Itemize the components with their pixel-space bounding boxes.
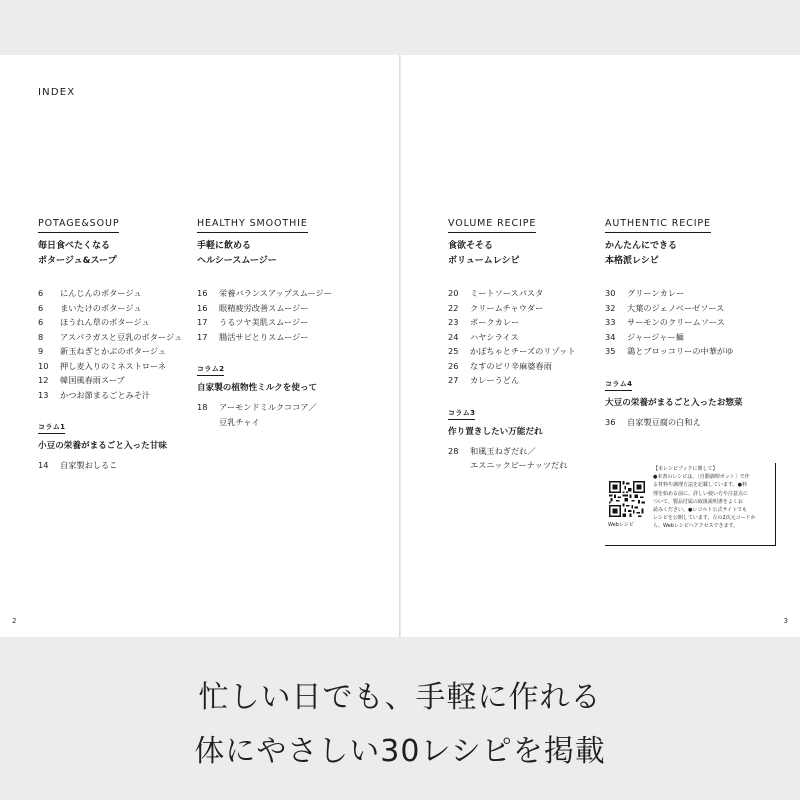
recipe-item (38, 315, 208, 330)
column-title: 自家製の植物性ミルクを使って (197, 383, 318, 393)
recipe-item (448, 458, 618, 473)
recipe-name: 豆乳チャイ (219, 416, 260, 427)
page-ref: 13 (38, 389, 49, 400)
section-title (448, 239, 618, 269)
page-ref: 35 (605, 346, 616, 356)
section-title-line: 毎日食べたくなる (38, 241, 111, 251)
section-authentic-recipe (605, 211, 775, 429)
page-ref: 17 (197, 331, 208, 342)
section-title-line: 手軽に飲める (197, 241, 252, 251)
note-line: ●本書のレシピは、［自動調理ポット］で作 (653, 474, 750, 481)
section-heading: VOLUME RECIPE (448, 218, 536, 233)
note-line: 読みください。●レコルト公式サイトでも (653, 507, 748, 514)
column-label: コラム1 (38, 422, 65, 434)
recipe-item (448, 330, 618, 345)
recipe-name: 新玉ねぎとかぶのポタージュ (60, 346, 167, 356)
recipe-list (605, 415, 775, 430)
page-ref: 36 (605, 416, 616, 427)
note-line: ついて、製品付属の取扱説明書をよくお (653, 498, 743, 505)
page-ref: 8 (38, 331, 44, 342)
page-ref: 6 (38, 288, 44, 298)
right-page (401, 55, 800, 637)
recipe-name: 栄養バランスアップスムージー (219, 288, 332, 298)
column-block (448, 400, 618, 473)
recipe-item (605, 301, 775, 316)
recipe-name: 押し麦入りのミネストローネ (60, 360, 167, 371)
recipe-item (197, 286, 367, 301)
recipe-name: アーモンドミルクココア／ (219, 402, 317, 412)
section-heading: AUTHENTIC RECIPE (605, 218, 711, 233)
recipe-name: クリームチャウダー (470, 302, 544, 313)
recipe-item (197, 315, 367, 330)
recipe-name: サーモンのクリームソース (627, 317, 725, 327)
page-ref: 12 (38, 375, 49, 385)
page-ref: 23 (448, 317, 459, 327)
recipe-name: 大葉のジェノベーゼソース (627, 302, 725, 313)
note-text (653, 465, 771, 531)
note-line: ら、Webレシピへアクセスできます。 (653, 523, 739, 530)
web-recipe-note (605, 463, 776, 546)
recipe-name: にんじんのポタージュ (60, 288, 142, 298)
recipe-list (605, 286, 775, 359)
recipe-item (448, 344, 618, 359)
section-title-line: ポタージュ&スープ (38, 256, 117, 266)
qr-code-icon[interactable] (609, 481, 645, 517)
page-ref: 18 (197, 402, 208, 412)
section-title (38, 239, 208, 269)
recipe-list (197, 400, 367, 429)
recipe-item (38, 388, 208, 403)
section-heading: HEALTHY SMOOTHIE (197, 218, 308, 233)
section-volume-recipe (448, 211, 618, 473)
recipe-name: 韓国風春雨スープ (60, 375, 125, 385)
page-ref: 9 (38, 346, 44, 356)
recipe-item (38, 286, 208, 301)
column-block (197, 356, 367, 429)
left-page (0, 55, 399, 637)
recipe-item (448, 315, 618, 330)
recipe-name: 腸活サビとりスムージー (219, 331, 309, 342)
recipe-name: 和風玉ねぎだれ／ (470, 445, 536, 456)
recipe-item (197, 400, 367, 415)
recipe-item (605, 344, 775, 359)
recipe-item (197, 301, 367, 316)
recipe-name: 眼精疲労改善スムージー (219, 302, 309, 313)
recipe-item (605, 415, 775, 430)
caption-line-2: 体にやさしい30レシピを掲載 (194, 734, 606, 769)
note-line: レシピを公開しています。左の2次元コードか (653, 515, 756, 522)
page-ref: 27 (448, 375, 459, 385)
recipe-list (448, 444, 618, 473)
recipe-item (38, 373, 208, 388)
section-title-line: 食欲そそる (448, 241, 494, 251)
recipe-name: グリーンカレー (627, 288, 685, 298)
page-ref: 20 (448, 288, 459, 298)
section-healthy-smoothie (197, 211, 367, 429)
recipe-item (448, 373, 618, 388)
recipe-item (448, 359, 618, 374)
page-ref: 24 (448, 331, 459, 342)
recipe-list (38, 458, 208, 473)
recipe-name: ジャージャー麺 (627, 331, 684, 342)
section-title-line: かんたんにできる (605, 241, 678, 251)
recipe-name: カレーうどん (470, 375, 520, 385)
recipe-item (605, 315, 775, 330)
note-line: 【本レシピブックに関して】 (653, 466, 718, 472)
page-ref: 34 (605, 331, 616, 342)
page-ref: 16 (197, 302, 208, 313)
recipe-name: ポークカレー (470, 317, 520, 327)
page-ref: 10 (38, 360, 49, 371)
section-potage-soup (38, 211, 208, 473)
section-title-line: ボリュームレシピ (448, 256, 520, 266)
recipe-name: 自家製豆腐の白和え (627, 416, 701, 427)
column-block (605, 371, 775, 430)
page-ref (197, 415, 219, 430)
recipe-item (38, 330, 208, 345)
recipe-item (448, 286, 618, 301)
recipe-name: なすのピリ辛麻婆春雨 (470, 360, 552, 371)
column-label: コラム4 (605, 379, 632, 391)
page-ref: 14 (38, 460, 49, 470)
page-ref: 26 (448, 360, 459, 371)
recipe-item (38, 344, 208, 359)
recipe-item (605, 330, 775, 345)
note-line: 理を始める前に、詳しい使い方や注意点に (653, 490, 749, 497)
recipe-item (38, 301, 208, 316)
recipe-item (605, 286, 775, 301)
recipe-name: ハヤシライス (470, 331, 519, 342)
qr-label: Webレシピ (608, 522, 634, 528)
page-number: 2 (12, 617, 17, 625)
index-label: INDEX (38, 87, 76, 98)
page-ref (448, 458, 470, 473)
recipe-name: 自家製おしるこ (60, 460, 118, 470)
recipe-name: 鶏とブロッコリーの中華がゆ (627, 346, 734, 356)
recipe-name: アスパラガスと豆乳のポタージュ (60, 331, 183, 342)
recipe-list (197, 286, 367, 344)
page-ref: 25 (448, 346, 459, 356)
section-title (197, 239, 367, 269)
section-title-line: ヘルシースムージー (197, 256, 277, 266)
recipe-name: うるツヤ美肌スムージー (219, 317, 309, 327)
recipe-list (448, 286, 618, 388)
page-number: 3 (783, 617, 788, 625)
column-label: コラム3 (448, 408, 475, 420)
recipe-item (197, 415, 367, 430)
page-ref: 6 (38, 317, 44, 327)
column-title: 作り置きしたい万能だれ (448, 426, 543, 437)
recipe-item (448, 301, 618, 316)
recipe-item (448, 444, 618, 459)
note-line: る材料や調理方法を記載しています。●料 (653, 482, 747, 489)
column-label: コラム2 (197, 364, 224, 376)
recipe-name: まいたけのポタージュ (60, 302, 142, 313)
page-ref: 6 (38, 302, 44, 313)
page-ref: 28 (448, 445, 459, 456)
recipe-item (197, 330, 367, 345)
column-title: 大豆の栄養がまるごと入ったお惣菜 (605, 397, 743, 408)
page-ref: 30 (605, 288, 616, 298)
page-ref: 33 (605, 317, 616, 327)
recipe-list (38, 286, 208, 402)
recipe-name: エスニックピーナッツだれ (470, 460, 568, 470)
section-heading: POTAGE&SOUP (38, 218, 119, 233)
column-block (38, 414, 208, 473)
recipe-item (38, 359, 208, 374)
recipe-name: ほうれん草のポタージュ (60, 317, 150, 327)
caption-line-1: 忙しい日でも、手軽に作れる (198, 680, 602, 715)
section-title-line: 本格派レシピ (605, 256, 659, 266)
recipe-item (38, 458, 208, 473)
recipe-name: かぼちゃとチーズのリゾット (470, 346, 576, 356)
recipe-name: ミートソースパスタ (470, 288, 544, 298)
recipe-name: かつお節まるごとみそ汁 (60, 389, 151, 400)
page-ref: 22 (448, 302, 459, 313)
page-ref: 17 (197, 317, 208, 327)
section-title (605, 239, 775, 269)
column-title: 小豆の栄養がまるごと入った甘味 (38, 441, 167, 451)
page-ref: 32 (605, 302, 616, 313)
page-ref: 16 (197, 288, 208, 298)
